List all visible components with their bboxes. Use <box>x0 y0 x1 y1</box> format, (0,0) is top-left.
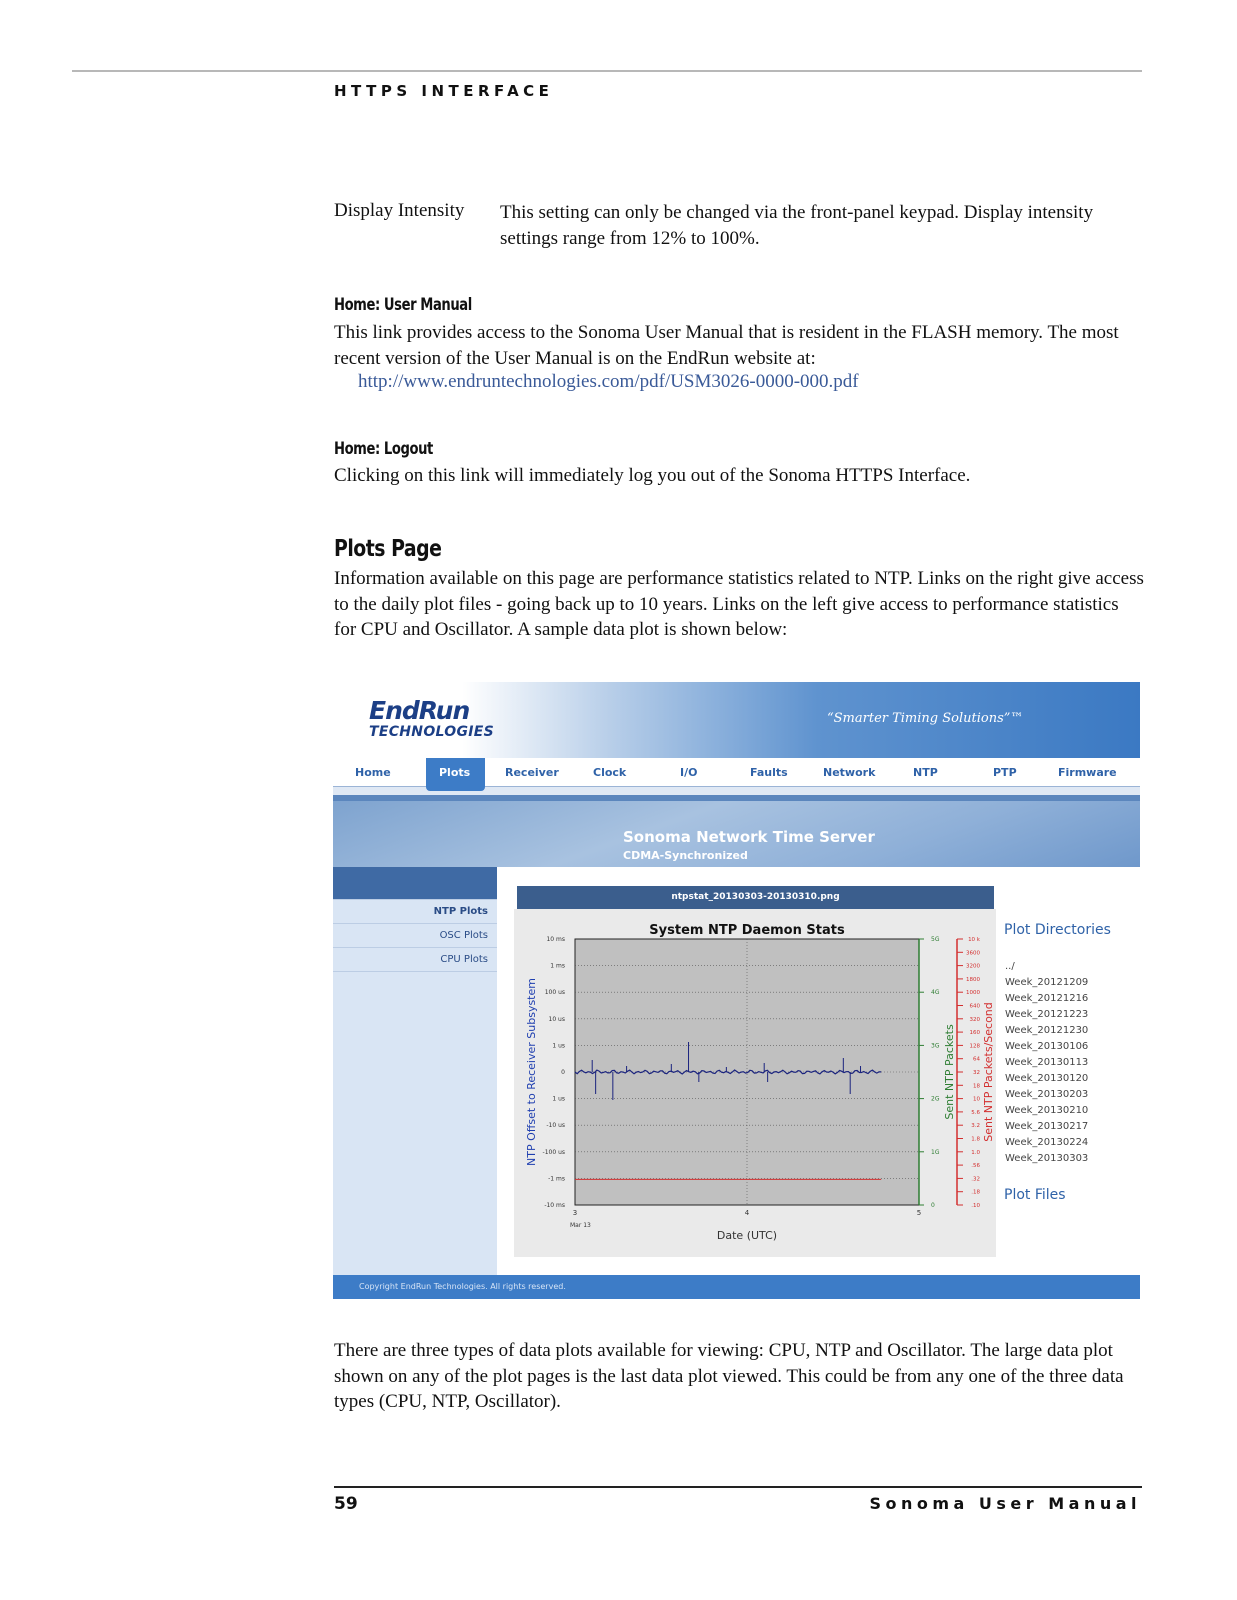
y-tick-label: 10 ms <box>546 936 565 943</box>
x-axis-label: Date (UTC) <box>716 1229 778 1242</box>
plot-caption: ntpstat_20130303-20130310.png <box>517 886 994 909</box>
copyright: Copyright EndRun Technologies. All rights reserved. <box>359 1282 566 1291</box>
y-tick-label: 0 <box>561 1069 565 1076</box>
y2-tick-label: 0 <box>931 1202 935 1209</box>
side-link-cpu-plots[interactable]: CPU Plots <box>440 954 488 965</box>
definition-term: Display Intensity <box>334 200 465 221</box>
definition-description: This setting can only be changed via the front-panel keypad. Display intensity settings range from 12% to 100%. <box>500 202 1094 249</box>
plot-directory-link[interactable]: Week_20130217 <box>1005 1121 1089 1132</box>
x-tick-label: 5 <box>916 1209 922 1217</box>
plot-directory-link[interactable]: Week_20130203 <box>1005 1089 1089 1100</box>
y-tick-label: -10 ms <box>544 1202 565 1209</box>
paragraph-user-manual: This link provides access to the Sonoma User Manual that is resident in the FLASH memory. The most recent version of the User Manual is on the EndRun website at: <box>334 322 1119 369</box>
side-link-ntp-plots[interactable]: NTP Plots <box>433 906 488 917</box>
y2-axis-label: Sent NTP Packets <box>943 1024 956 1120</box>
y2-tick-label: 1G <box>931 1148 940 1156</box>
y3-tick-label: 1000 <box>966 990 980 997</box>
side-link-osc-plots[interactable]: OSC Plots <box>439 930 488 941</box>
server-subtitle: CDMA-Synchronized <box>623 849 748 862</box>
y-tick-label: 1 us <box>552 1095 565 1103</box>
page-number: 59 <box>334 1494 358 1514</box>
bottom-rule <box>334 1486 1142 1488</box>
y3-tick-label: 3200 <box>966 963 980 970</box>
x-tick-label: 4 <box>744 1209 750 1217</box>
nav-receiver[interactable]: Receiver <box>505 766 559 779</box>
left-nav-header <box>333 867 497 899</box>
y-tick-label: 1 ms <box>550 962 565 970</box>
nav-io[interactable]: I/O <box>680 766 698 779</box>
side-divider <box>333 971 497 972</box>
y3-tick-label: 320 <box>969 1016 980 1023</box>
y3-tick-label: 128 <box>969 1043 980 1050</box>
y3-tick-label: .32 <box>971 1176 980 1183</box>
paragraph-logout: Clicking on this link will immediately log you out of the Sonoma HTTPS Interface. <box>334 465 971 486</box>
plot-directory-link[interactable]: Week_20121223 <box>1005 1009 1089 1020</box>
nav-faults[interactable]: Faults <box>750 766 788 779</box>
y2-tick-label: 3G <box>931 1042 940 1050</box>
plot-directories-title: Plot Directories <box>1004 922 1111 938</box>
y2-tick-label: 4G <box>931 989 940 997</box>
x-tick-label: 3 <box>572 1209 578 1217</box>
plot-directory-link[interactable]: Week_20130210 <box>1005 1105 1089 1116</box>
y-tick-label: -10 us <box>546 1122 565 1130</box>
y3-tick-label: 1.8 <box>971 1136 980 1143</box>
nav-clock[interactable]: Clock <box>593 766 627 779</box>
y-tick-label: 100 us <box>544 989 565 997</box>
y3-tick-label: 1.0 <box>971 1149 980 1156</box>
plot-directory-link[interactable]: Week_20130106 <box>1005 1041 1089 1052</box>
top-rule <box>72 70 1142 72</box>
y3-tick-label: 640 <box>969 1003 980 1010</box>
y3-tick-label: 18 <box>973 1083 980 1090</box>
plot-files-title: Plot Files <box>1004 1187 1066 1203</box>
plot-directory-link[interactable]: Week_20121216 <box>1005 993 1089 1004</box>
plot-directory-link[interactable]: Week_20130224 <box>1005 1137 1089 1148</box>
y2-tick-label: 5G <box>931 936 940 943</box>
side-divider <box>333 899 497 900</box>
plots-page-screenshot <box>333 682 1140 1299</box>
y3-tick-label: 32 <box>973 1070 980 1076</box>
nav-ptp[interactable]: PTP <box>993 766 1017 779</box>
heading-user-manual: Home: User Manual <box>334 295 472 315</box>
manual-name: Sonoma User Manual <box>869 1494 1141 1513</box>
y-tick-label: -100 us <box>542 1148 565 1156</box>
y3-tick-label: 5.6 <box>971 1109 980 1116</box>
y3-tick-label: 10 <box>973 1096 980 1103</box>
running-head: HTTPS INTERFACE <box>334 82 554 100</box>
y-tick-label: 1 us <box>552 1042 565 1050</box>
y-axis-label: NTP Offset to Receiver Subsystem <box>525 978 538 1166</box>
y-tick-label: 10 us <box>548 1015 565 1023</box>
paragraph-plots-page: Information available on this page are performance statistics related to NTP. Links on the right give access to the daily plot files - going back up to 10 years. Links on the left give access to performance statistics for CPU and Oscillator. A sample data plot is shown below: <box>334 568 1144 640</box>
side-divider <box>333 923 497 924</box>
y-tick-label: -1 ms <box>548 1175 565 1183</box>
nav-firmware[interactable]: Firmware <box>1058 766 1117 779</box>
y3-tick-label: 1800 <box>966 976 980 983</box>
y3-tick-label: 64 <box>973 1056 980 1063</box>
plot-directory-link[interactable]: Week_20130120 <box>1005 1073 1089 1084</box>
endrun-logo: EndRun <box>369 696 470 725</box>
server-title: Sonoma Network Time Server <box>623 828 875 846</box>
plot-directory-link[interactable]: Week_20130113 <box>1005 1057 1089 1068</box>
y3-tick-label: .18 <box>971 1189 980 1196</box>
y3-tick-label: 160 <box>969 1030 980 1037</box>
heading-logout: Home: Logout <box>334 439 433 459</box>
y3-tick-label: 3.2 <box>971 1123 980 1130</box>
side-divider <box>333 947 497 948</box>
plot-directory-link[interactable]: Week_20130303 <box>1005 1153 1089 1164</box>
y3-tick-label: .56 <box>971 1163 980 1170</box>
y2-tick-label: 2G <box>931 1095 940 1103</box>
ntp-stats-chart <box>514 909 996 1257</box>
nav-home[interactable]: Home <box>355 766 391 779</box>
nav-plots[interactable]: Plots <box>439 766 471 779</box>
y3-axis-label: Sent NTP Packets/Second <box>982 1002 995 1142</box>
tagline: “Smarter Timing Solutions”™ <box>827 711 1024 726</box>
y3-tick-label: 3600 <box>966 950 980 957</box>
user-manual-link[interactable]: http://www.endruntechnologies.com/pdf/USM3026-0000-000.pdf <box>358 371 859 392</box>
y3-tick-label: .10 <box>971 1203 980 1209</box>
y3-tick-label: 10 k <box>968 937 980 943</box>
x-sub-label: Mar 13 <box>570 1222 591 1229</box>
paragraph-plot-types: There are three types of data plots available for viewing: CPU, NTP and Oscillator. The large data plot shown on any of the plot pages is the last data plot viewed. This could be from any one of the three data types (CPU, NTP, Oscillator). <box>334 1340 1124 1412</box>
plot-directory-link[interactable]: Week_20121230 <box>1005 1025 1089 1036</box>
plot-directory-link[interactable]: Week_20121209 <box>1005 977 1089 988</box>
heading-plots-page: Plots Page <box>334 536 442 562</box>
plot-directory-link[interactable]: ../ <box>1005 961 1015 972</box>
chart-title: System NTP Daemon Stats <box>649 923 845 938</box>
nav-network[interactable]: Network <box>823 766 876 779</box>
endrun-logo-sub: TECHNOLOGIES <box>369 724 494 740</box>
nav-ntp[interactable]: NTP <box>913 766 938 779</box>
